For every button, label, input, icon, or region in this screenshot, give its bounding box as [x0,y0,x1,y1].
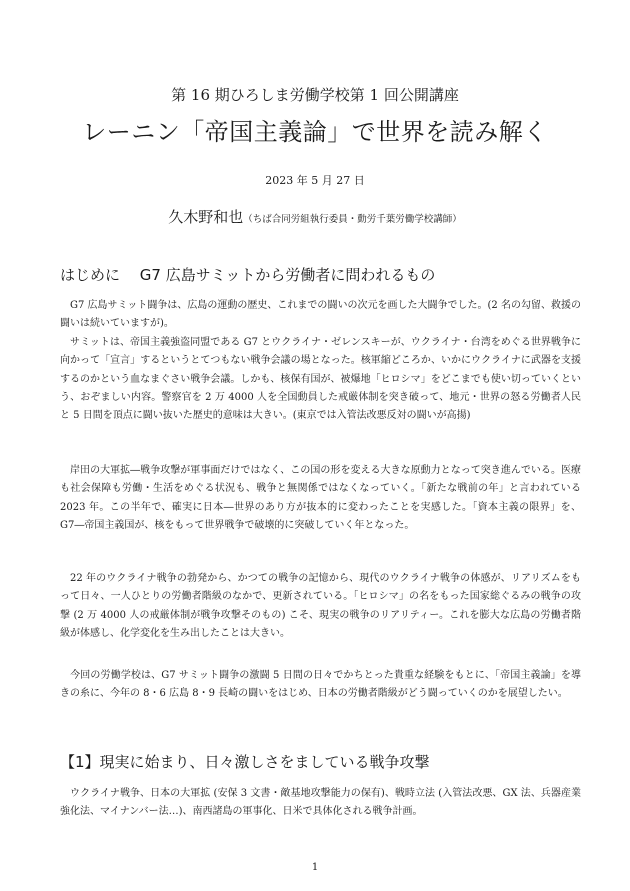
body-paragraph [60,570,581,643]
author-name: 久木野和也 [168,208,244,226]
document-date: 2023 年 5 月 27 日 [265,174,365,187]
body-paragraph [60,297,581,334]
body-paragraph [60,667,581,704]
section-heading-introduction: はじめに G7 広島サミットから労働者に問われるもの [60,266,436,284]
author-affiliation: （ちば合同労組執行委員・動労千葉労働学校講師） [243,214,462,225]
paragraph-text: サミットは、帝国主義強盗同盟である G7 とウクライナ・ゼレンスキーが、ウクライナ・台湾をめぐる世界戦争に向かって「宣言」するというとてつもない戦争会議の場となった。核軍縮どころか、いかにウクライナに武器を支援するのかという血なまぐさい戦争会議。しかも、核保有国が、被爆地「ヒロシマ」をどこまでも使い切っていくという、おぞましい内容。警察官を 2 万 4000 人を全国動員した戒厳体制を突き破って、地元・世界の怒る労働者人民と 5 日間を頂点に闘い抜いた歴史的意味は大きい。(東京では入管法改悪反対の闘いが高揚) [60,337,581,422]
author-line [0,206,630,227]
paragraph-text: G7 広島サミット闘争は、広島の運動の歴史、これまでの闘いの次元を画した大闘争でした。(2 名の勾留、救援の闘いは続いていますが)。 [60,300,581,330]
body-paragraph [60,462,581,535]
document-title: レーニン「帝国主義論」で世界を読み解く [82,118,548,146]
page-number: 1 [311,862,319,873]
paragraph-text: 岸田の大軍拡―戦争攻撃が軍事面だけではなく、この国の形を変える大きな原動力となって突き進んでいる。医療も社会保障も労働・生活をめぐる状況も、戦争と無関係ではなくなっていく。「新たな戦前の年」と言われている 2023 年。この半年で、確実に日本―世界のあり方が抜本的に変わったことを実感した。「資本主義の限界」を、G7―帝国主義国が、核をもって世界戦争で破壊的に突破していく年となった。 [60,465,581,531]
paragraph-text: 今回の労働学校は、G7 サミット闘争の激闘 5 日間の日々でかちとった貴重な経験をもとに、「帝国主義論」を導きの糸に、今年の 8・6 広島 8・9 長崎の闘いをはじめ、日本の労働者階級がどう闘っていくのかを展望したい。 [60,670,581,700]
paragraph-text: 22 年のウクライナ戦争の勃発から、かつての戦争の記憶から、現代のウクライナ戦争の体感が、リアリズムをもって日々、一人ひとりの労働者階級のなかで、更新されている。「ヒロシマ」の名をもった国家総ぐるみの戦争の攻撃 (2 万 4000 人の戒厳体制が戦争攻撃そのもの) こそ、現実の戦争のリアリティー。これを膨大な広島の労働者階級が体感し、化学変化を生み出したことは大きい。 [60,573,581,639]
body-paragraph [60,785,581,822]
lecture-series-subtitle: 第 16 期ひろしま労働学校第 1 回公開講座 [171,86,459,104]
body-paragraph [60,334,581,425]
paragraph-text: ウクライナ戦争、日本の大軍拡 (安保 3 文書・敵基地攻撃能力の保有)、戦時立法 (入管法改悪、GX 法、兵器産業強化法、マイナンバー法…)、南西諸島の軍事化、日米で具体化される戦争計画。 [60,788,581,818]
section-heading-1: 【1】現実に始まり、日々激しさをましている戦争攻撃 [60,753,430,771]
